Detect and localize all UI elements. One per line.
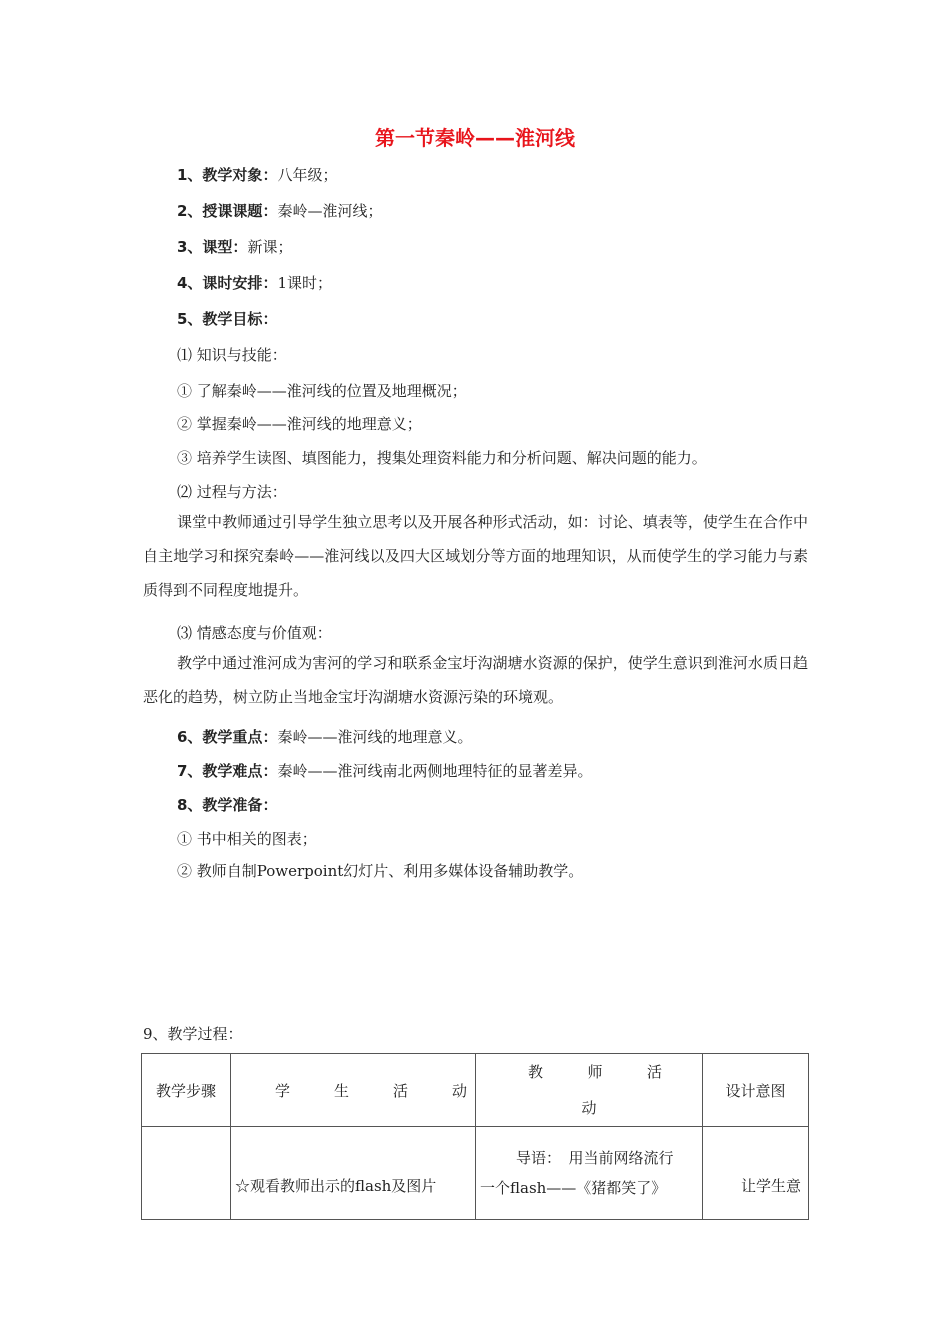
info-label: 2、授课课题： [177, 202, 278, 220]
header-char: 活 [392, 1081, 408, 1100]
table-row [142, 1127, 809, 1220]
info-lesson-topic [177, 200, 382, 221]
info-difficulty [177, 760, 592, 781]
info-label: 6、教学重点： [177, 728, 278, 746]
info-value: 新课； [247, 238, 293, 256]
info-teaching-target [177, 164, 337, 185]
info-value: 秦岭——淮河线南北两侧地理特征的显著差异。 [277, 762, 593, 780]
goal-knowledge-heading: ⑴ 知识与技能： [177, 346, 287, 364]
info-key-point [177, 726, 472, 747]
info-value: 秦岭——淮河线的地理意义。 [277, 728, 473, 746]
section-heading: 9、教学过程： [143, 1025, 243, 1043]
info-label: 7、教学难点： [177, 762, 278, 780]
prep-item: ① 书中相关的图表； [177, 830, 317, 848]
cell-intent: 让学生意 [703, 1127, 809, 1220]
cell-student: ☆观看教师出示的flash及图片 [231, 1127, 476, 1220]
info-value: 1课时； [277, 274, 332, 292]
goal-process-text: 课堂中教师通过引导学生独立思考以及开展各种形式活动，如：讨论、填表等，使学生在合作中自主地学习和探究秦岭——淮河线以及四大区域划分等方面的地理知识，从而使学生的学习能力与素质得到不同程度地提升。 [143, 513, 808, 599]
info-class-hours [177, 272, 332, 293]
cell-teacher-line: 一个flash——《猪都笑了》 [480, 1179, 667, 1197]
teaching-process-table [141, 1053, 809, 1220]
info-label: 5、教学目标： [177, 310, 278, 328]
page-title: 第一节秦岭——淮河线 [375, 126, 575, 150]
info-lesson-type [177, 236, 292, 257]
cell-teacher [476, 1127, 703, 1220]
header-intent: 设计意图 [703, 1054, 809, 1127]
cell-teacher-line: 导语： 用当前网络流行 [516, 1149, 674, 1167]
info-label: 1、教学对象： [177, 166, 278, 184]
goal-emotion-heading: ⑶ 情感态度与价值观： [177, 624, 332, 642]
header-char: 教 [528, 1063, 544, 1081]
info-label: 3、课型： [177, 238, 248, 256]
header-char: 动 [451, 1081, 467, 1100]
info-label: 8、教学准备： [177, 796, 278, 814]
info-preparation [177, 794, 277, 815]
goal-knowledge-item: ③ 培养学生读图、填图能力，搜集处理资料能力和分析问题、解决问题的能力。 [177, 449, 707, 467]
cell-step [142, 1127, 231, 1220]
info-value: 八年级； [277, 166, 338, 184]
header-char: 师 [587, 1063, 603, 1081]
header-char: 学 [275, 1081, 291, 1100]
info-label: 4、课时安排： [177, 274, 278, 292]
header-char: 生 [333, 1081, 349, 1100]
info-teaching-goals [177, 308, 277, 329]
goal-knowledge-item: ② 掌握秦岭——淮河线的地理意义； [177, 415, 422, 433]
header-char: 活 [646, 1063, 662, 1081]
header-char: 动 [581, 1099, 597, 1117]
table-header-row [142, 1054, 809, 1127]
header-step: 教学步骤 [142, 1054, 231, 1127]
prep-item: ② 教师自制Powerpoint幻灯片、利用多媒体设备辅助教学。 [177, 862, 584, 880]
goal-process-heading: ⑵ 过程与方法： [177, 483, 287, 501]
goal-knowledge-item: ① 了解秦岭——淮河线的位置及地理概况； [177, 382, 467, 400]
goal-emotion-text: 教学中通过淮河成为害河的学习和联系金宝圩沟湖塘水资源的保护，使学生意识到淮河水质日趋恶化的趋势，树立防止当地金宝圩沟湖塘水资源污染的环境观。 [143, 654, 808, 706]
header-teacher [476, 1054, 703, 1127]
info-value: 秦岭—淮河线； [277, 202, 383, 220]
header-student [231, 1054, 476, 1127]
